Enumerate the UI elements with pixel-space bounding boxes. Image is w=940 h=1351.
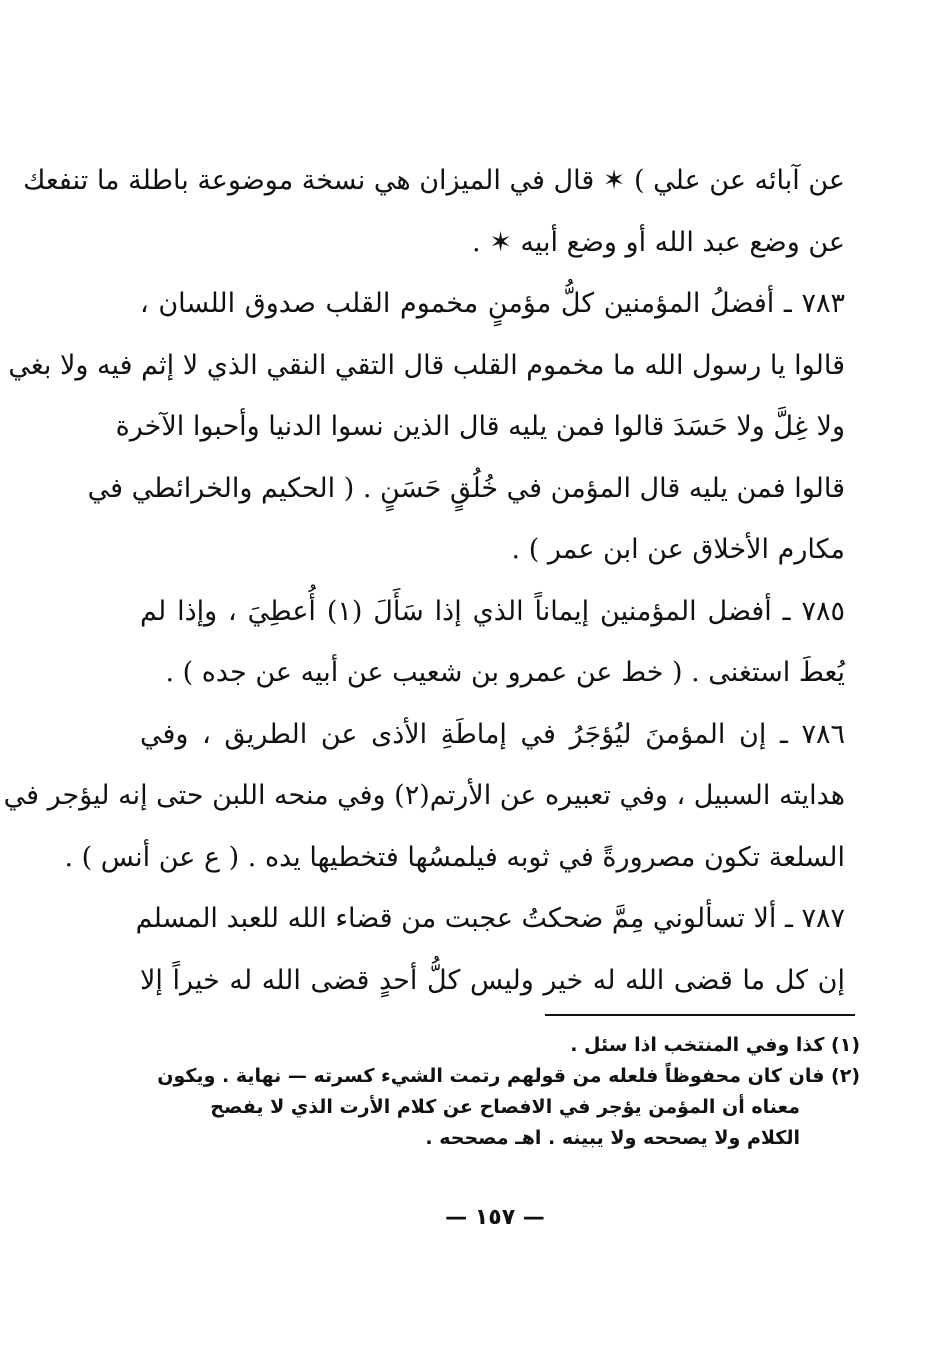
footnote-2: (٢) فان كان محفوظاً فلعله من قولهم رتمت الشيء كسرته — نهاية . ويكون	[157, 1065, 860, 1087]
text-line: هدايته السبيل ، وفي تعبيره عن الأرتم(٢) وفي منحه اللبن حتى إنه ليؤجر في	[3, 780, 845, 811]
text-line: مكارم الأخلاق عن ابن عمر ) .	[511, 534, 845, 565]
footnote-divider	[545, 1014, 855, 1016]
footnote-1: (١) كذا وفي المنتخب اذا سئل .	[570, 1034, 860, 1056]
text-line: ولا غِلَّ ولا حَسَدَ قالوا فمن يليه قال الذين نسوا الدنيا وأحبوا الآخرة	[115, 411, 845, 442]
page-number: — ١٥٧ —	[445, 1205, 545, 1230]
text-line: قالوا يا رسول الله ما مخموم القلب قال التقي النقي الذي لا إثم فيه ولا بغي	[8, 349, 845, 381]
footnotes-block	[140, 1030, 860, 1154]
hadith-787-start: ٧٨٧ ـ ألا تسألوني مِمَّ ضحكتُ عجبت من قضاء الله للعبد المسلم	[135, 903, 845, 934]
text-line: قالوا فمن يليه قال المؤمن في خُلُقٍ حَسَنٍ . ( الحكيم والخرائطي في	[87, 472, 845, 504]
main-text-block	[3, 150, 846, 1011]
text-line: عن آبائه عن علي ) ✶ قال في الميزان هي نسخة موضوعة باطلة ما تنفعك	[23, 165, 845, 196]
text-line: عن وضع عبد الله أو وضع أبيه ✶ .	[472, 226, 845, 258]
text-line: السلعة تكون مصرورةً في ثوبه فيلمسُها فتخطيها يده . ( ع عن أنس ) .	[64, 841, 845, 873]
hadith-783-start: ٧٨٣ ـ أفضلُ المؤمنين كلُّ مؤمنٍ مخموم القلب صدوق اللسان ،	[140, 288, 845, 319]
hadith-786-start: ٧٨٦ ـ إن المؤمنَ ليُؤجَرُ في إماطَةِ الأذى عن الطريق ، وفي	[140, 718, 845, 750]
text-line: يُعطَ استغنى . ( خط عن عمرو بن شعيب عن أبيه عن جده ) .	[165, 657, 845, 688]
text-line: إن كل ما قضى الله له خير وليس كلُّ أحدٍ قضى الله له خيراً إلا	[140, 964, 846, 996]
footnote-2-continued: الكلام ولا يصححه ولا يبينه . اهـ مصححه .	[425, 1127, 800, 1149]
hadith-785-start: ٧٨٥ ـ أفضل المؤمنين إيماناً الذي إذا سَأَلَ (١) أُعطِيَ ، وإذا لم	[140, 595, 845, 627]
footnote-2-continued: معناه أن المؤمن يؤجر في الافصاح عن كلام الأرت الذي لا يفصح	[210, 1096, 800, 1118]
